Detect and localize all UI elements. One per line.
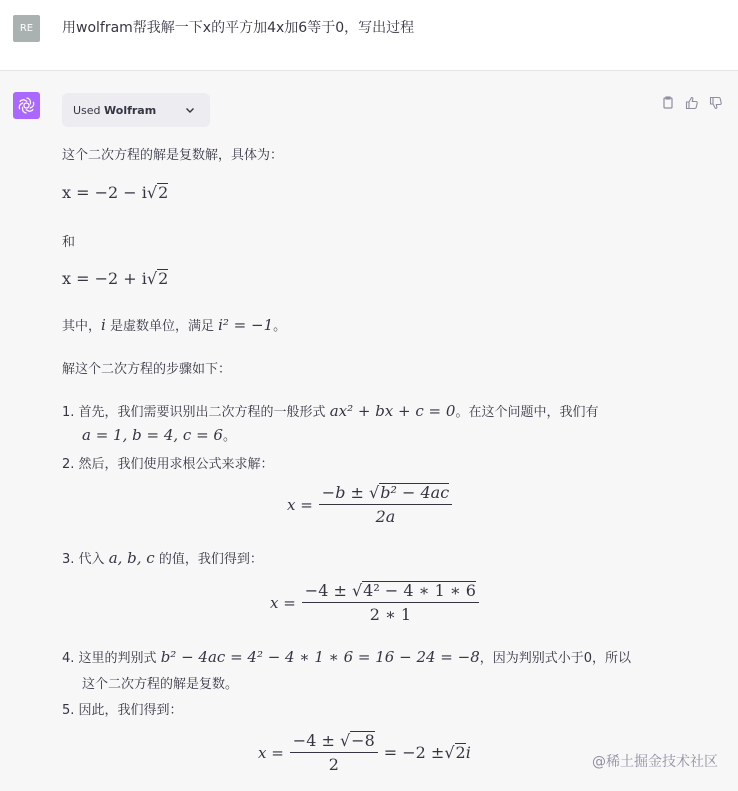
step-4	[62, 647, 631, 666]
step-1-end: 。	[222, 429, 236, 444]
solution-1: x = −2 − i√2	[62, 183, 169, 202]
sub-denominator: 2 ∗ 1	[369, 605, 412, 624]
imag-c: 。	[273, 319, 287, 334]
thumbs-down-icon[interactable]	[708, 95, 724, 111]
user-message-text: 用wolfram帮我解一下x的平方加4x加6等于0，写出过程	[62, 20, 415, 36]
chatgpt-logo-icon	[13, 92, 40, 119]
step-4-text-a: 这里的判别式	[78, 651, 161, 666]
plugin-used-prefix: Used	[73, 103, 105, 117]
step-3-vars: a, b, c	[108, 549, 155, 567]
step-4-number: 4.	[62, 651, 75, 666]
step-1-values	[82, 425, 236, 444]
step-1-text-a: 首先，我们需要识别出二次方程的一般形式	[78, 405, 330, 420]
quadratic-formula	[287, 483, 458, 526]
step-5	[62, 699, 183, 718]
final-denominator: 2	[328, 755, 339, 774]
sub-num-rad: 4² − 4 ∗ 1 ∗ 6	[363, 581, 476, 600]
sub-lhs: x =	[270, 593, 296, 612]
solution-2-radicand: 2	[158, 269, 169, 288]
imag-eq: i² = −1	[218, 316, 274, 334]
final-rhs-rad: 2	[455, 743, 466, 763]
step-2-number: 2.	[62, 457, 75, 472]
step-1-text-b: 。在这个问题中，我们有	[455, 405, 599, 420]
step-5-text: 因此，我们得到：	[78, 703, 183, 718]
step-1	[62, 401, 598, 420]
assistant-message-row	[0, 71, 738, 791]
user-avatar: RE	[13, 15, 40, 42]
step-4-text-b: ，因为判别式小于0，所以	[479, 651, 632, 666]
step-3-number: 3.	[62, 552, 75, 567]
step-1-form: ax² + bx + c = 0	[329, 402, 456, 420]
solution-1-radicand: 2	[158, 183, 169, 202]
final-num-a: −4 ±	[292, 731, 340, 750]
solution-2-prefix: x = −2 + i	[62, 269, 147, 288]
final-rhs-a: = −2 ±	[383, 743, 445, 762]
message-actions	[660, 95, 724, 111]
imag-b: 是虚数单位，满足	[105, 319, 219, 334]
and-text: 和	[62, 235, 76, 250]
step-4-eq: b² − 4ac = 4² − 4 ∗ 1 ∗ 6 = 16 − 24 = −8	[160, 648, 480, 666]
imag-i: i	[101, 316, 106, 334]
formula-numerator: −b ± √b² − 4ac	[319, 483, 452, 505]
watermark: @稀土掘金技术社区	[592, 754, 718, 770]
substituted-formula	[270, 581, 485, 624]
final-numerator: −4 ± √−8	[290, 731, 378, 753]
imaginary-unit-line	[62, 315, 286, 334]
plugin-used-toggle[interactable]	[62, 93, 210, 127]
step-3	[62, 548, 263, 567]
step-4-cont: 这个二次方程的解是复数。	[82, 677, 239, 692]
copy-icon[interactable]	[660, 95, 676, 111]
user-message-row	[0, 0, 738, 71]
imag-a: 其中，	[62, 319, 102, 334]
step-3-text-a: 代入	[78, 552, 109, 567]
solution-2: x = −2 + i√2	[62, 269, 169, 288]
chevron-down-icon	[184, 104, 196, 119]
step-2	[62, 453, 274, 472]
formula-num-a: −b ±	[321, 483, 370, 502]
sub-numerator: −4 ± √4² − 4 ∗ 1 ∗ 6	[302, 581, 479, 603]
formula-denominator: 2a	[375, 507, 396, 526]
step-5-number: 5.	[62, 703, 75, 718]
sub-num-a: −4 ±	[304, 581, 352, 600]
step-3-text-b: 的值，我们得到：	[154, 552, 263, 567]
formula-num-rad: b² − 4ac	[380, 483, 450, 502]
step-1-vals: a = 1, b = 4, c = 6	[82, 426, 223, 444]
step-1-number: 1.	[62, 405, 75, 420]
final-num-rad: −8	[351, 731, 375, 750]
formula-lhs: x =	[287, 495, 313, 514]
thumbs-up-icon[interactable]	[684, 95, 700, 111]
final-formula: x = $\frac{-4 \pm √-8}{2}$ = −2 ± √ 2 i	[258, 731, 471, 774]
final-lhs: x =	[258, 743, 284, 762]
solution-1-prefix: x = −2 − i	[62, 183, 147, 202]
final-rhs-i: i	[465, 743, 471, 762]
plugin-name: Wolfram	[104, 103, 157, 117]
steps-intro: 解这个二次方程的步骤如下：	[62, 362, 232, 377]
intro-text: 这个二次方程的解是复数解，具体为：	[62, 148, 284, 163]
step-2-text: 然后，我们使用求根公式来求解：	[78, 457, 274, 472]
